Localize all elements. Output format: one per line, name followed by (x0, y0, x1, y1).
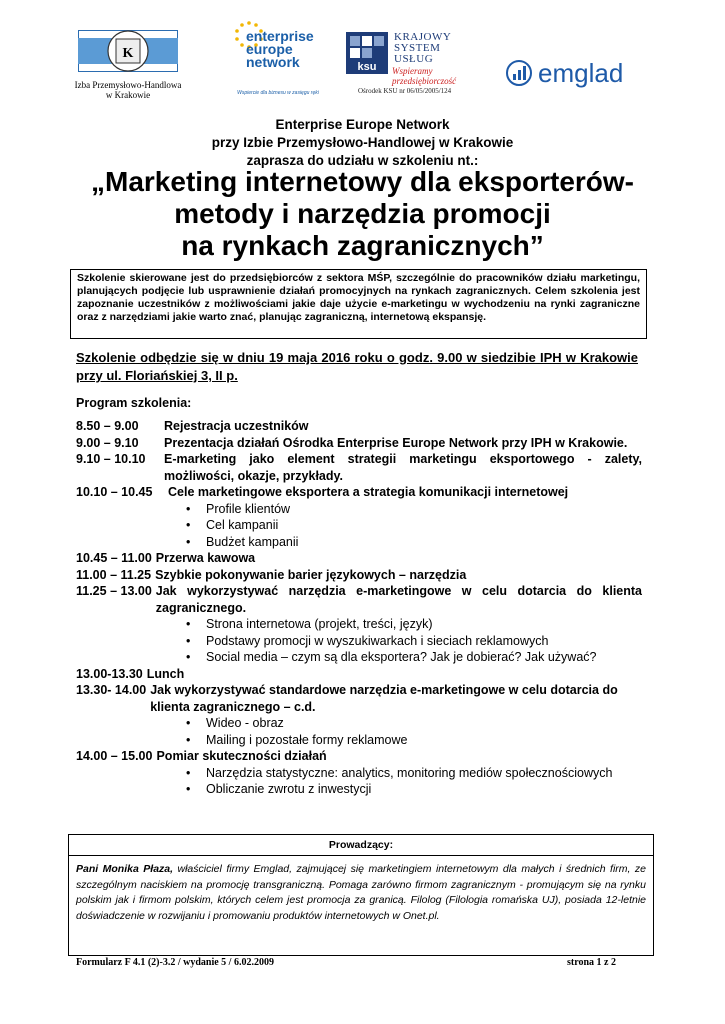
agenda-item (76, 748, 642, 765)
ksu-word2: SYSTEM (394, 42, 441, 54)
agenda-item (76, 567, 642, 584)
agenda-desc: Szybkie pokonywanie barier językowych – narzędzia (155, 567, 467, 582)
form-number: Formularz F 4.1 (2)-3.2 / wydanie 5 / 6.02.2009 (76, 957, 274, 968)
trainer-bio-text: właściciel firmy Emglad, zajmującej się marketingiem internetowym dla małych i średnich firm, ze szczególnym naciskiem na promocję transgraniczną. Pomaga zarówno firmom zagranicznym - promującym się na rynku polskim jak i firmom polskim, których celem jest promocja za granicą. Filolog (Filologia romańska UJ), posiada 12-letnie doświadczenie w rozwijaniu i promowaniu produktów internetowych w Onet.pl. (76, 863, 646, 922)
trainer-box (68, 834, 654, 956)
agenda-time: 11.25 – 13.00 (76, 584, 152, 598)
trainer-heading: Prowadzący: (328, 839, 394, 851)
agenda-time: 9.10 – 10.10 (76, 452, 146, 466)
trainer-bio (69, 856, 653, 930)
bullet-text: Budżet kampanii (206, 534, 299, 549)
agenda-time: 14.00 – 15.00 (76, 749, 153, 763)
agenda-bullet (76, 649, 642, 666)
agenda-time: 10.10 – 10.45 (76, 485, 153, 499)
trainer-name: Pani Monika Płaza, (76, 863, 174, 875)
agenda-bullet (76, 732, 642, 749)
agenda-bullet (76, 616, 642, 633)
bullet-text: Cel kampanii (206, 518, 279, 532)
iph-caption-line1: Izba Przemysłowo-Handlowa (74, 80, 182, 90)
agenda-desc: Pomiar skuteczności działań (156, 749, 327, 763)
agenda-item (76, 682, 642, 715)
title-line3: na rynkach zagranicznych” (181, 230, 544, 261)
header-line1: Enterprise Europe Network (275, 117, 450, 132)
title-line1: „Marketing internetowy dla eksporterów- (91, 166, 634, 197)
iph-caption-line2: w Krakowie (105, 90, 151, 100)
agenda-item (76, 451, 642, 484)
een-logo (228, 20, 319, 104)
page-number: strona 1 z 2 (567, 957, 616, 968)
agenda-item (76, 435, 642, 452)
een-tagline: Wspiercie dla biznesu w zasięgu ręki (237, 90, 319, 96)
title-line2: metody i narzędzia promocji (174, 198, 551, 229)
agenda-item (76, 666, 642, 683)
agenda-time: 8.50 – 9.00 (76, 419, 139, 433)
agenda-bullet (76, 517, 642, 534)
logo-strip (0, 20, 725, 110)
een-word2: europe (246, 41, 293, 57)
ksu-number: Ośrodek KSU nr 06/05/2005/124 (358, 87, 452, 95)
agenda-time: 13.00-13.30 (76, 666, 143, 681)
agenda-desc: Rejestracja uczestników (164, 419, 309, 433)
agenda-desc: Jak wykorzystywać narzędzia e-marketingowe w celu dotarcia do klienta zagranicznego. (155, 584, 642, 615)
emglad-wordmark: emglad (538, 58, 624, 88)
header-line3: zaprasza do udziału w szkoleniu nt.: (246, 153, 479, 168)
agenda-bullet (76, 501, 642, 518)
emglad-logo (506, 58, 631, 92)
agenda-time: 11.00 – 11.25 (76, 567, 152, 582)
agenda-bullet (76, 715, 642, 732)
bullet-text: Narzędzia statystyczne: analytics, monitoring mediów społecznościowych (206, 765, 613, 780)
agenda-time: 10.45 – 11.00 (76, 551, 152, 565)
ksu-word3: USŁUG (394, 53, 434, 65)
header-line2: przy Izbie Przemysłowo-Handlowej w Krakowie (211, 135, 514, 150)
agenda-item (76, 583, 642, 616)
bullet-text: Podstawy promocji w wyszukiwarkach i sieciach reklamowych (206, 633, 549, 648)
iph-logo (72, 26, 184, 104)
bullet-text: Social media – czym są dla eksportera? Jak je dobierać? Jak używać? (206, 650, 597, 664)
ksu-logo (344, 30, 474, 110)
bullet-text: Profile klientów (206, 501, 291, 516)
iph-crest-icon (78, 30, 178, 72)
agenda-desc: Lunch (146, 666, 185, 681)
agenda-desc: Prezentacja działań Ośrodka Enterprise Europe Network przy IPH w Krakowie. (164, 435, 628, 450)
invitation-header (0, 116, 725, 170)
svg-text:ksu: ksu (357, 61, 377, 73)
agenda-bullet (76, 534, 642, 551)
een-word1: enterprise (246, 28, 314, 44)
bullet-text: Wideo - obraz (206, 716, 284, 730)
agenda-desc: E-marketing jako element strategii marketingu eksportowego - zalety, możliwości, okazje, przykłady. (164, 452, 642, 483)
ksu-slogan: Wspieramy przedsiębiorczość (392, 66, 457, 86)
agenda-desc: Jak wykorzystywać standardowe narzędzia e-marketingowe w celu dotarcia do klienta zagranicznego – c.d. (150, 683, 618, 714)
svg-text:K: K (122, 46, 134, 61)
page-footer (76, 957, 616, 968)
agenda-item (76, 418, 642, 435)
emglad-mark-icon (506, 60, 532, 86)
ksu-mark-icon (346, 32, 388, 74)
agenda-item (76, 550, 642, 567)
agenda-time: 9.00 – 9.10 (76, 435, 139, 450)
date-location: Szkolenie odbędzie się w dniu 19 maja 2016 roku o godz. 9.00 w siedzibie IPH w Krakowie przy ul. Floriańskiej 3, II p. (76, 350, 638, 383)
bullet-text: Mailing i pozostałe formy reklamowe (206, 732, 408, 747)
agenda (76, 418, 642, 798)
ksu-word1: KRAJOWY (394, 31, 452, 43)
agenda-item (76, 484, 642, 501)
agenda-bullet (76, 781, 642, 798)
program-title: Program szkolenia: (76, 396, 192, 410)
agenda-desc: Cele marketingowe eksportera a strategia komunikacji internetowej (168, 485, 569, 499)
bullet-text: Obliczanie zwrotu z inwestycji (206, 782, 372, 796)
agenda-bullet (76, 633, 642, 650)
intro-box: Szkolenie skierowane jest do przedsiębiorców z sektora MŚP, szczególnie do pracowników działu marketingu, planujących podjęcie lub usprawnienie działań promocyjnych na rynkach zagranicznych. Celem szkolenia jest zapoznanie uczestników z możliwościami jakie daje użycie e-marketingu w wychodzeniu na rynki zagraniczne oraz z narzędziami jakie warto znać, planując zagraniczną, internetową ekspansję. (70, 269, 647, 339)
agenda-desc: Przerwa kawowa (155, 551, 256, 565)
een-word3: network (246, 54, 300, 70)
bullet-text: Strona internetowa (projekt, treści, język) (206, 617, 433, 631)
agenda-bullet (76, 765, 642, 782)
training-title (0, 166, 725, 262)
agenda-time: 13.30- 14.00 (76, 683, 147, 697)
